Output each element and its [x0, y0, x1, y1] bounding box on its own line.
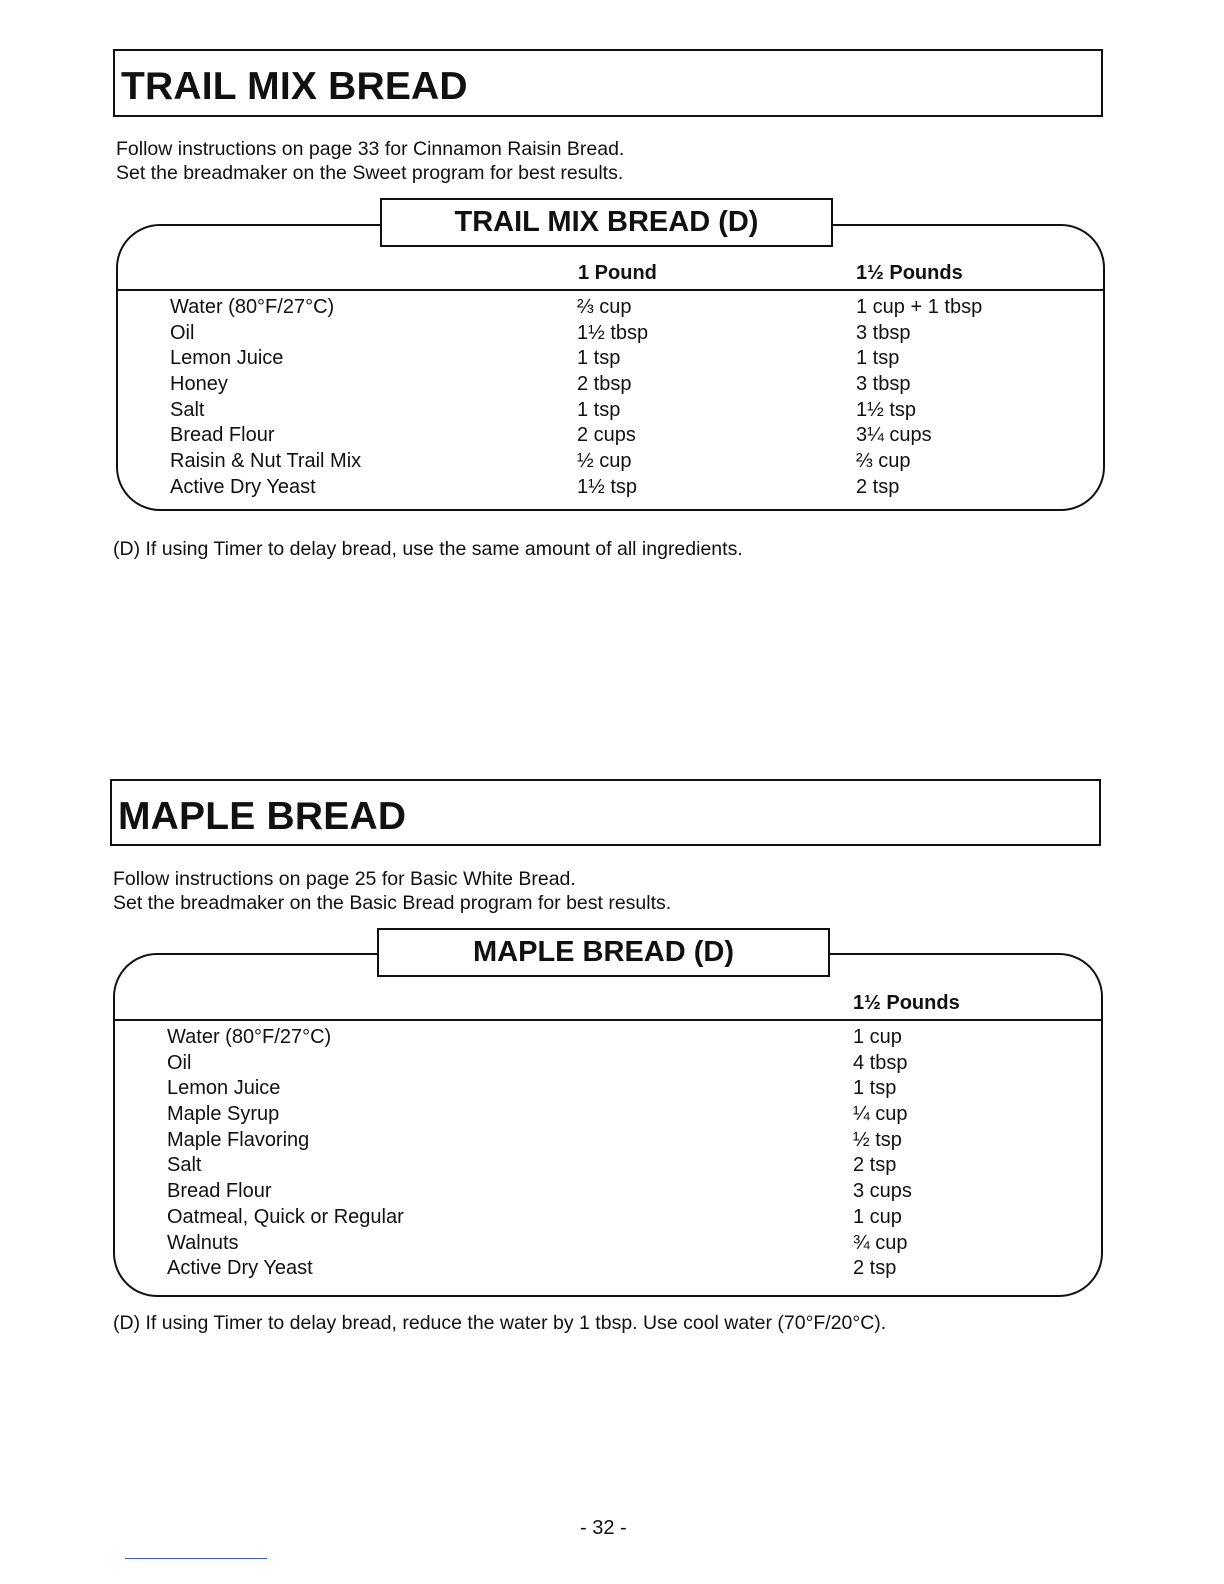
column-header-1-5-pounds: 1½ Pounds [853, 992, 960, 1014]
ingredient-name: Active Dry Yeast [167, 1257, 313, 1280]
footer-link-underline [125, 1558, 267, 1559]
ingredient-name: Honey [170, 373, 228, 396]
amount-1-5-pounds: ¼ cup [853, 1103, 908, 1126]
amount-1-pound: 1 tsp [577, 398, 621, 421]
recipe-table-title: MAPLE BREAD (D) [377, 928, 830, 977]
recipe-table-title: TRAIL MIX BREAD (D) [380, 198, 833, 247]
amount-1-5-pounds: ⅔ cup [856, 450, 911, 473]
amount-1-5-pounds: 3 cups [853, 1180, 912, 1203]
table-row [0, 1128, 1224, 1154]
header-rule [114, 1019, 1102, 1021]
intro-line: Set the breadmaker on the Basic Bread program for best results. [113, 892, 672, 914]
ingredient-name: Bread Flour [167, 1180, 272, 1203]
amount-1-5-pounds: 3 tbsp [856, 321, 911, 344]
ingredient-name: Salt [170, 398, 205, 421]
intro-line: Follow instructions on page 33 for Cinnamon Raisin Bread. [116, 138, 625, 160]
header-rule [117, 289, 1104, 291]
ingredient-name: Lemon Juice [167, 1077, 281, 1100]
table-row [0, 449, 1224, 475]
amount-1-5-pounds: 3¼ cups [856, 424, 932, 447]
table-row [0, 321, 1224, 347]
table-row [0, 1231, 1224, 1257]
table-row [0, 1256, 1224, 1282]
ingredient-name: Maple Flavoring [167, 1128, 310, 1151]
ingredient-name: Walnuts [167, 1231, 239, 1254]
amount-1-pound: 2 tbsp [577, 373, 632, 396]
table-row [0, 398, 1224, 424]
ingredient-name: Oil [170, 321, 195, 344]
table-row [0, 372, 1224, 398]
amount-1-pound: 2 cups [577, 424, 636, 447]
amount-1-5-pounds: 2 tsp [853, 1257, 897, 1280]
table-row [0, 346, 1224, 372]
amount-1-5-pounds: ½ tsp [853, 1128, 902, 1151]
table-row [0, 1025, 1224, 1051]
amount-1-5-pounds: 1 tsp [856, 347, 900, 370]
amount-1-5-pounds: ¾ cup [853, 1231, 908, 1254]
ingredient-name: Maple Syrup [167, 1103, 280, 1126]
delay-timer-note: (D) If using Timer to delay bread, use the same amount of all ingredients. [113, 538, 743, 560]
amount-1-5-pounds: 1 cup [853, 1205, 902, 1228]
amount-1-5-pounds: 1½ tsp [856, 398, 917, 421]
ingredient-name: Lemon Juice [170, 347, 284, 370]
amount-1-5-pounds: 1 cup [853, 1026, 902, 1048]
intro-line: Follow instructions on page 25 for Basic White Bread. [113, 868, 576, 890]
table-row [0, 475, 1224, 501]
ingredient-rows [0, 1025, 1224, 1282]
table-row [0, 1051, 1224, 1077]
amount-1-5-pounds: 4 tbsp [853, 1051, 908, 1074]
ingredient-name: Active Dry Yeast [170, 475, 316, 498]
amount-1-5-pounds: 2 tsp [853, 1154, 897, 1177]
delay-timer-note: (D) If using Timer to delay bread, reduce the water by 1 tbsp. Use cool water (70°F/20°C). [113, 1312, 887, 1334]
ingredient-name: Oil [167, 1051, 192, 1074]
section-intro [116, 137, 624, 185]
amount-1-pound: ⅔ cup [577, 296, 632, 318]
amount-1-pound: 1½ tsp [577, 475, 638, 498]
amount-1-pound: 1½ tbsp [577, 321, 649, 344]
section-heading-box [113, 49, 1103, 117]
table-row [0, 1153, 1224, 1179]
ingredient-name: Water (80°F/27°C) [170, 296, 335, 318]
table-row [0, 1179, 1224, 1205]
table-row [0, 1205, 1224, 1231]
ingredient-name: Raisin & Nut Trail Mix [170, 450, 362, 473]
amount-1-5-pounds: 1 cup + 1 tbsp [856, 296, 983, 318]
column-header-1-5-pounds: 1½ Pounds [856, 262, 963, 284]
section-heading: MAPLE BREAD [118, 795, 407, 838]
ingredient-rows [0, 295, 1224, 501]
intro-line: Set the breadmaker on the Sweet program for best results. [116, 162, 624, 184]
amount-1-5-pounds: 3 tbsp [856, 373, 911, 396]
section-heading-box [110, 779, 1101, 846]
section-intro [113, 867, 671, 915]
section-heading: TRAIL MIX BREAD [121, 65, 468, 108]
amount-1-pound: ½ cup [577, 450, 632, 473]
amount-1-5-pounds: 1 tsp [853, 1077, 897, 1100]
table-row [0, 1076, 1224, 1102]
page-number: - 32 - [580, 1517, 627, 1539]
table-row [0, 1102, 1224, 1128]
ingredient-name: Oatmeal, Quick or Regular [167, 1205, 404, 1228]
ingredient-name: Salt [167, 1154, 202, 1177]
amount-1-pound: 1 tsp [577, 347, 621, 370]
column-header-1-pound: 1 Pound [578, 262, 657, 284]
ingredient-name: Water (80°F/27°C) [167, 1026, 332, 1048]
ingredient-name: Bread Flour [170, 424, 275, 447]
amount-1-5-pounds: 2 tsp [856, 475, 900, 498]
table-row [0, 423, 1224, 449]
table-row [0, 295, 1224, 321]
